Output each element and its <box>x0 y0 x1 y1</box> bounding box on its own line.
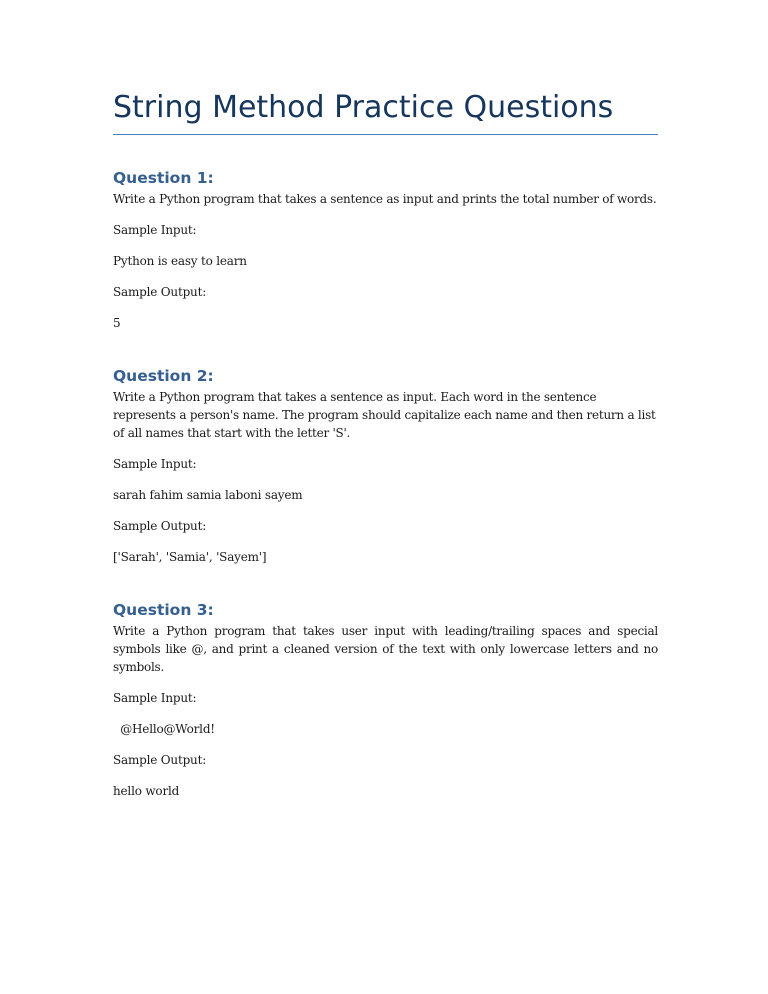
question-heading: Question 1: <box>113 169 214 187</box>
sample-output-label: Sample Output: <box>113 519 207 533</box>
sample-output-label: Sample Output: <box>113 753 207 767</box>
title-underline <box>113 134 658 135</box>
page-title: String Method Practice Questions <box>113 90 614 125</box>
question-1 <box>113 168 658 332</box>
sample-input-label: Sample Input: <box>113 223 197 237</box>
question-heading: Question 3: <box>113 601 214 619</box>
sample-input-value: sarah fahim samia laboni sayem <box>113 488 303 502</box>
sample-input-label: Sample Input: <box>113 691 197 705</box>
question-text: Write a Python program that takes a sentence as input. Each word in the sentence represents a person's name. The program should capitalize each name and then return a list of all names that start with the letter 'S'. <box>113 390 656 440</box>
sample-input-label: Sample Input: <box>113 457 197 471</box>
question-text: Write a Python program that takes user input with leading/trailing spaces and special symbols like @, and print a cleaned version of the text with only lowercase letters and no symbols. <box>113 624 658 674</box>
sample-output-value: ['Sarah', 'Samia', 'Sayem'] <box>113 550 267 564</box>
question-2 <box>113 366 658 566</box>
sample-output-value: hello world <box>113 784 180 798</box>
question-text: Write a Python program that takes a sentence as input and prints the total number of words. <box>113 192 657 206</box>
question-3 <box>113 600 658 800</box>
sample-output-value: 5 <box>113 316 121 330</box>
sample-input-value: Python is easy to learn <box>113 254 247 268</box>
question-heading: Question 2: <box>113 367 214 385</box>
sample-input-value: @Hello@World! <box>113 722 215 736</box>
sample-output-label: Sample Output: <box>113 285 207 299</box>
